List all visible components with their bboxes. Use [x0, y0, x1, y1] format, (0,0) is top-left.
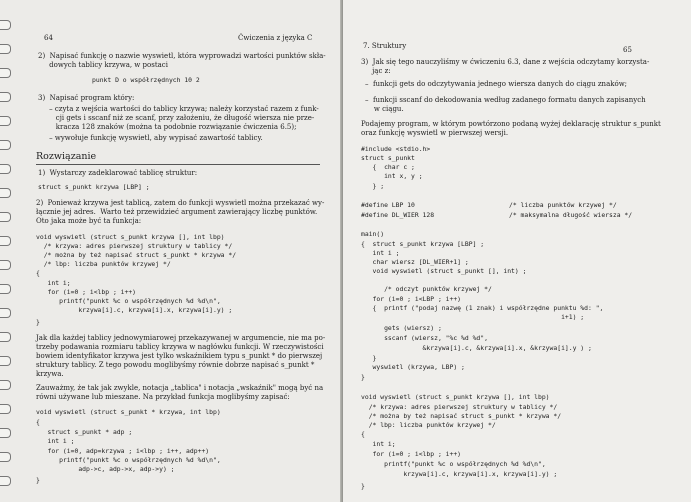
exercise-3-line-5: – wywołuje funkcję wyswietl, aby wypisać zawartość tablicy. [38, 134, 263, 142]
paragraph-2-line-2: równi używane lub mieszane. Na przykład funkcja moglibyśmy zapisać: [36, 393, 290, 401]
paragraph-2-line-1: Zauważmy, że tak jak zwykle, notacja „tablica" i notacja „wskaźnik" mogą być na [36, 384, 324, 392]
code-line: adp->c, adp->x, adp->y) ; [36, 465, 175, 473]
code-line: } [361, 354, 377, 362]
code-line: int i; [361, 440, 396, 448]
solution-1: 1) Wystarczy zadeklarować tablicę struktur: [38, 169, 198, 177]
code-line: { printf ("podaj nazwę (1 znak) i współrzędne punktu %d: ", [361, 304, 604, 312]
section-rule [36, 164, 320, 165]
code-line: void wyswietl (struct s_punkt [], int) ; [361, 267, 527, 275]
code-declaration: struct s_punkt krzywa [LBP] ; [38, 183, 150, 191]
paragraph-1-line-4: struktury tablicy. Z tego powodu moglibyśmy równie dobrze napisać s_punkt * [36, 361, 315, 369]
code-line: /* można by też napisać struct s_punkt * krzywa */ [36, 251, 237, 259]
page-number: 65 [623, 46, 632, 54]
code-line: /* lbp: liczba punktów krzywej */ [361, 421, 496, 429]
exercise-3-line-4: kracza 128 znaków (można ta podobnie rozwiązanie ćwiczenia 6.5); [38, 123, 297, 131]
code-line: &krzywa[i].c, &krzywa[i].x, &krzywa[i].y ) ; [361, 344, 592, 352]
code-line: { char c ; [361, 163, 415, 171]
code-line: krzywa[i].c, krzywa[i].x, krzywa[i].y) ; [36, 306, 233, 314]
exercise-2-line-1: 2) Napisać funkcję o nazwie wyswietl, która wyprowadzi wartości punktów skła- [38, 52, 326, 60]
intro-line-2: oraz funkcję wyswietl w pierwszej wersji. [361, 129, 509, 137]
paragraph-1-line-3: bowiem identyfikator krzywa jest tylko wskaźnikiem typu s_punkt * do pierwszej [36, 352, 323, 360]
code-line: } [36, 476, 40, 484]
code-line: { [36, 418, 40, 426]
code-line: } [361, 482, 365, 490]
code-line: void wyswietl (struct s_punkt krzywa [], int lbp) [361, 393, 550, 401]
define-line: #define DL_WIER 128 [361, 211, 435, 219]
code-line: krzywa[i].c, krzywa[i].x, krzywa[i].y) ; [361, 470, 558, 478]
code-line: void wyswietl (struct s_punkt krzywa [], int lbp) [36, 233, 225, 241]
solution-2-line-1: 2) Ponieważ krzywa jest tablicą, zatem do funkcji wyswietl można przekazać wy- [36, 199, 325, 207]
code-line: gets (wiersz) ; [361, 324, 442, 332]
code-line: /* krzywa: adres pierwszej struktury w tablicy */ [36, 242, 233, 250]
code-line: #include <stdio.h> [361, 145, 431, 153]
code-line: { [361, 430, 365, 438]
code-line: printf("punkt %c o współrzędnych %d %d\n", [36, 297, 221, 305]
code-line: /* krzywa: adres pierwszej struktury w tablicy */ [361, 403, 558, 411]
paragraph-1-line-2: trzeby podawania rozmiaru tablicy krzywa w nagłówku funkcji. W rzeczywistości [36, 343, 324, 351]
code-line: } [36, 318, 40, 326]
code-line: sscanf (wiersz, "%c %d %d", [361, 334, 488, 342]
code-line: printf("punkt %c o współrzędnych %d %d\n", [36, 456, 221, 464]
exercise-3-line-1: 3) Jak się tego nauczyliśmy w ćwiczeniu 6.3, dane z wejścia odczytamy korzysta- [361, 58, 650, 66]
code-line: int i ; [361, 249, 400, 257]
paragraph-1-line-1: Jak dla każdej tablicy jednowymiarowej przekazywanej w argumencie, nie ma po- [36, 334, 326, 342]
code-line: for (i=0 ; i<LBP ; i++) [361, 295, 462, 303]
code-line: } [361, 373, 365, 381]
code-line: /* odczyt punktów krzywej */ [361, 285, 492, 293]
bullet-sscanf-line-1: – funkcji sscanf do dekodowania według zadanego formatu danych zapisanych [365, 96, 646, 104]
running-head: Ćwiczenia z języka C [238, 34, 313, 42]
code-line: int i; [36, 279, 71, 287]
code-line: for (i=0 ; i<lbp ; i++) [361, 450, 462, 458]
code-line: { struct s_punkt krzywa [LBP] ; [361, 240, 485, 248]
code-line: void wyswietl (struct s_punkt * krzywa, int lbp) [36, 408, 221, 416]
define-line: #define LBP 10 [361, 201, 415, 209]
code-line: char wiersz [DL_WIER+1] ; [361, 258, 469, 266]
exercise-2-line-2: dowych tablicy krzywa, w postaci [38, 61, 168, 69]
bullet-gets: – funkcji gets do odczytywania jednego wiersza danych do ciągu znaków; [365, 80, 628, 88]
bullet-sscanf-line-2: w ciągu. [365, 105, 404, 113]
solution-2-line-2: łącznie jej adres. Warto też przewidzieć argument zawierający liczbę punktów. [36, 208, 318, 216]
code-line: int x, y ; [361, 172, 423, 180]
output-format: punkt D o współrzędnych 10 2 [92, 76, 200, 84]
intro-line-1: Podajemy program, w którym powtórzono podaną wyżej deklarację struktur s_punkt [361, 120, 661, 128]
define-comment: /* maksymalna długość wiersza */ [509, 211, 633, 219]
section-title: Rozwiązanie [36, 151, 97, 162]
code-line: printf("punkt %c o współrzędnych %d %d\n", [361, 460, 546, 468]
code-line: for (i=0 ; i<lbp ; i++) [36, 288, 137, 296]
code-line: for (i=0, adp=krzywa ; i<lbp ; i++, adp++) [36, 447, 210, 455]
exercise-3-line-2: – czyta z wejścia wartości do tablicy krzywa; należy korzystać razem z funk- [38, 105, 319, 113]
exercise-3-line-2: jąc z: [361, 67, 391, 75]
code-line: /* lbp: liczba punktów krzywej */ [36, 260, 171, 268]
code-line: i+1) ; [361, 313, 585, 321]
code-line: /* można by też napisać struct s_punkt * krzywa */ [361, 412, 562, 420]
exercise-3-line-1: 3) Napisać program który: [38, 94, 135, 102]
exercise-3-line-3: cji gets i sscanf niż ze scanf, przy założeniu, że długość wiersza nie prze- [38, 114, 315, 122]
running-head: 7. Struktury [363, 42, 407, 50]
paragraph-1-line-5: krzywa. [36, 370, 64, 378]
define-comment: /* liczba punktów krzywej */ [509, 201, 617, 209]
code-line: main() [361, 230, 385, 238]
code-line: struct s_punkt [361, 154, 415, 162]
page-number: 64 [44, 34, 53, 42]
solution-2-line-3: Oto jaka może być ta funkcja: [36, 217, 142, 225]
code-line: { [36, 269, 40, 277]
code-line: } ; [361, 182, 385, 190]
spiral-binding [0, 0, 12, 502]
code-line: int i ; [36, 437, 75, 445]
code-line: wyswietl (krzywa, LBP) ; [361, 363, 465, 371]
right-page [343, 0, 691, 502]
code-line: struct s_punkt * adp ; [36, 428, 133, 436]
left-page [0, 0, 343, 502]
